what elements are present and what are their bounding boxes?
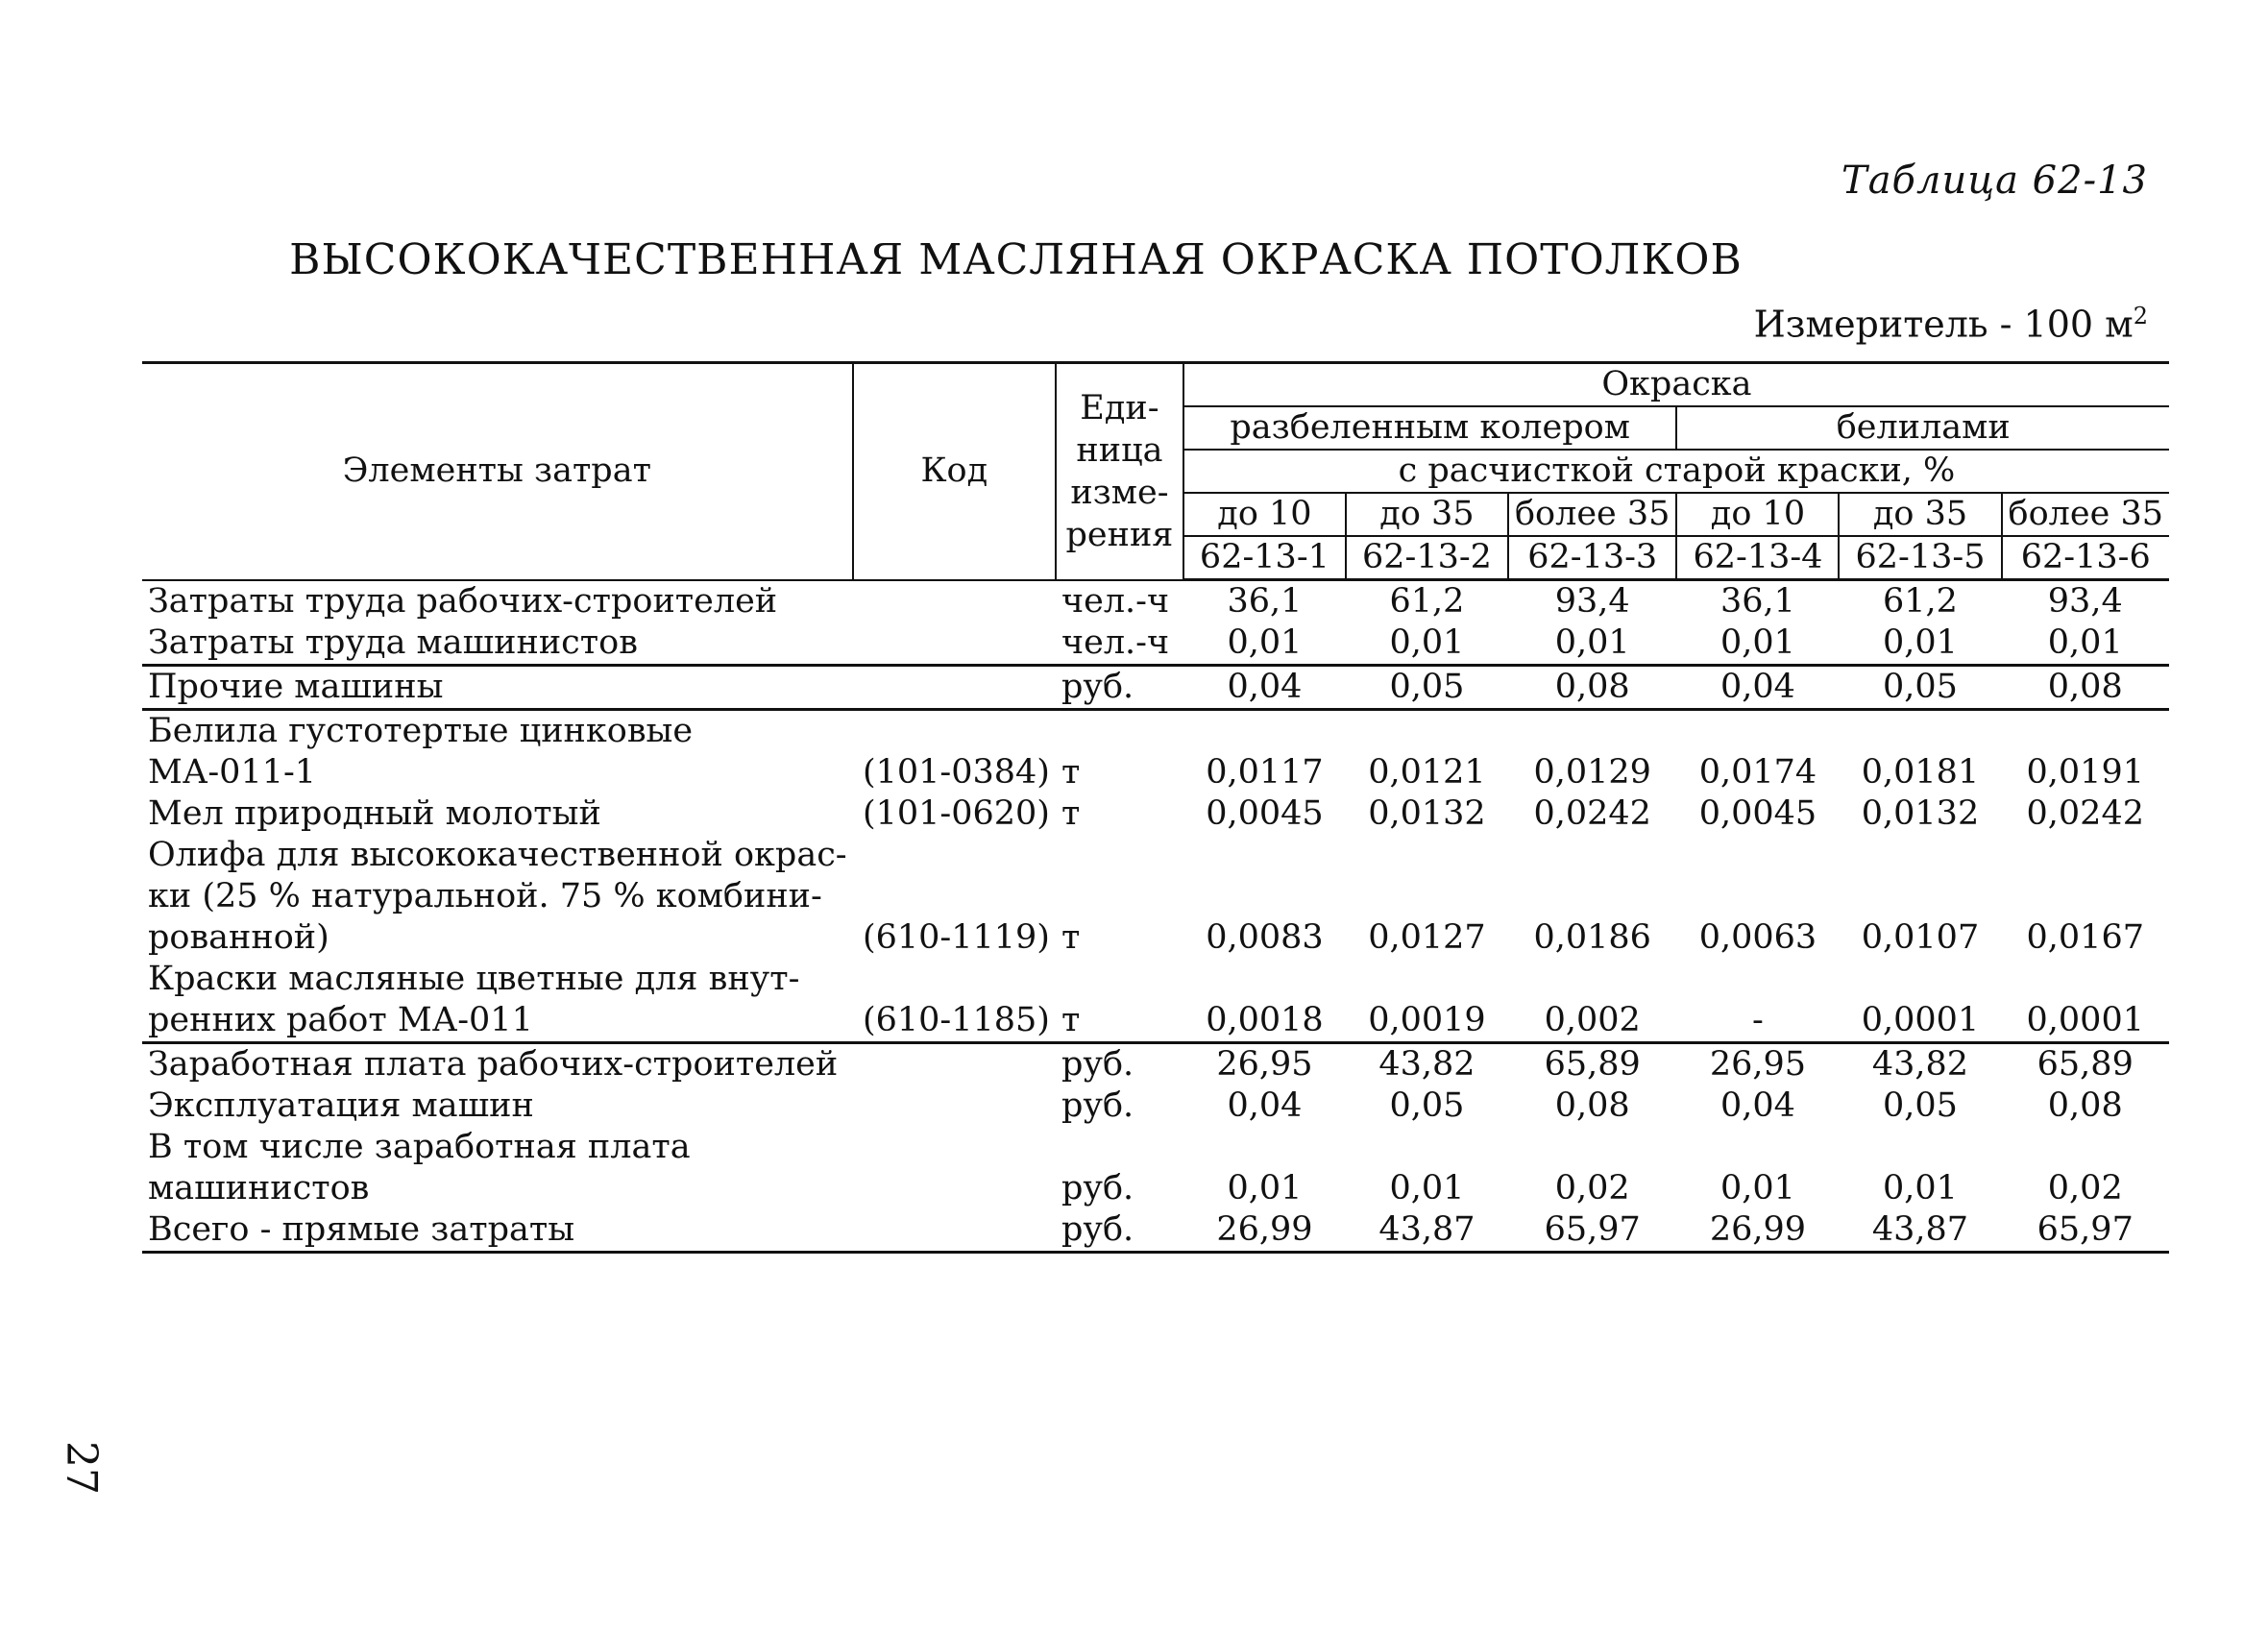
value-cell: 0,04 xyxy=(1227,1086,1303,1125)
header-elements: Элементы затрат xyxy=(142,363,853,580)
value-cell: 0,01 xyxy=(2002,622,2170,666)
table-row xyxy=(142,1127,2169,1209)
measurement-unit-text: Измеритель - 100 м xyxy=(1753,303,2134,346)
value-cell: 61,2 xyxy=(1389,582,1465,621)
header-sub-tinted: разбеленным колером xyxy=(1183,406,1677,450)
value-cell: 0,01 xyxy=(1183,622,1346,666)
resource-code xyxy=(853,1085,1056,1127)
resource-code xyxy=(853,1209,1056,1253)
cost-element-name-line: Прочие машины xyxy=(148,668,444,706)
resource-code xyxy=(853,1127,1056,1209)
value-cell: 93,4 xyxy=(2047,582,2123,621)
cost-element-name xyxy=(142,835,853,959)
value-cell: 0,0001 xyxy=(2002,959,2170,1043)
table-row xyxy=(142,666,2169,710)
cost-element-name xyxy=(142,622,853,666)
value-cell: 36,1 xyxy=(1227,582,1303,621)
cost-element-name xyxy=(142,710,853,794)
value-cell: 0,01 xyxy=(1839,622,2001,666)
value-cell: 26,95 xyxy=(1709,1045,1807,1084)
header-range: до 35 xyxy=(1839,493,2001,536)
table-row xyxy=(142,710,2169,794)
table-row xyxy=(142,1209,2169,1253)
value-cell: 0,0127 xyxy=(1368,918,1486,957)
header-code-number: 62-13-4 xyxy=(1676,536,1839,580)
value-cell: 0,04 xyxy=(1719,1086,1795,1125)
resource-code xyxy=(853,580,1056,623)
header-code: Код xyxy=(853,363,1056,580)
cost-element-name xyxy=(142,959,853,1043)
header-sub-whitewash: белилами xyxy=(1676,406,2169,450)
cost-element-name-line: Всего - прямые затраты xyxy=(148,1210,575,1249)
table-row xyxy=(142,1043,2169,1086)
value-cell: 0,01 xyxy=(1719,1169,1795,1207)
value-cell: 26,95 xyxy=(1216,1045,1313,1084)
page-number: 27 xyxy=(57,1441,106,1495)
table-row xyxy=(142,835,2169,959)
value-cell: 0,0132 xyxy=(1368,794,1486,833)
cost-element-name xyxy=(142,1127,853,1209)
table-header xyxy=(142,363,2169,580)
header-unit-line: Еди- xyxy=(1080,388,1159,427)
value-cell: 43,87 xyxy=(1839,1209,2001,1253)
resource-code: (610-1185) xyxy=(853,959,1056,1043)
resource-code xyxy=(853,666,1056,710)
value-cell: 0,08 xyxy=(1554,1086,1630,1125)
value-cell: 0,0129 xyxy=(1533,753,1651,792)
cost-element-name-line: МА-011-1 xyxy=(148,753,317,792)
value-cell: 0,0132 xyxy=(1861,794,1980,833)
header-range: более 35 xyxy=(2002,493,2170,536)
value-cell: 0,05 xyxy=(1389,1086,1465,1125)
header-range: до 10 xyxy=(1183,493,1346,536)
value-cell: 0,08 xyxy=(2047,1086,2123,1125)
value-cell: 0,0186 xyxy=(1533,918,1651,957)
unit-of-measure: т xyxy=(1061,753,1081,792)
value-cell: 43,82 xyxy=(1378,1045,1475,1084)
cost-element-name xyxy=(142,793,853,835)
resource-code xyxy=(853,622,1056,666)
value-cell: 26,99 xyxy=(1183,1209,1346,1253)
value-cell: 0,04 xyxy=(1183,666,1346,710)
header-code-number: 62-13-6 xyxy=(2002,536,2170,580)
cost-element-name-line: Краски масляные цветные для внут- xyxy=(148,960,800,998)
value-cell: - xyxy=(1676,959,1839,1043)
value-cell: 65,89 xyxy=(2036,1045,2134,1084)
header-unit-line: изме- xyxy=(1070,473,1169,512)
value-cell: 0,0174 xyxy=(1698,753,1817,792)
unit-of-measure: руб. xyxy=(1061,1086,1134,1125)
cost-element-name xyxy=(142,666,853,710)
unit-of-measure: руб. xyxy=(1056,1209,1183,1253)
unit-of-measure: руб. xyxy=(1056,666,1183,710)
value-cell: 0,0107 xyxy=(1861,918,1980,957)
value-cell: 0,01 xyxy=(1389,1169,1465,1207)
table-row xyxy=(142,580,2169,623)
cost-element-name-line: Заработная плата рабочих-строителей xyxy=(148,1045,839,1084)
header-sub-cleaning: с расчисткой старой краски, % xyxy=(1183,450,2169,493)
value-cell: 0,05 xyxy=(1346,666,1508,710)
value-cell: 0,0045 xyxy=(1206,794,1324,833)
value-cell: 0,02 xyxy=(2047,1169,2123,1207)
value-cell: 0,0117 xyxy=(1206,753,1324,792)
resource-code xyxy=(853,1043,1056,1086)
resource-code: (101-0384) xyxy=(862,753,1050,792)
header-range: до 10 xyxy=(1676,493,1839,536)
unit-of-measure: руб. xyxy=(1061,1045,1134,1084)
value-cell: 0,05 xyxy=(1839,666,2001,710)
value-cell: 0,002 xyxy=(1508,959,1676,1043)
resource-code: (610-1119) xyxy=(862,918,1050,957)
cost-element-name-line: рованной) xyxy=(148,918,329,957)
value-cell: 0,0121 xyxy=(1368,753,1486,792)
value-cell: 93,4 xyxy=(1554,582,1630,621)
cost-element-name-line: Мел природный молотый xyxy=(148,794,601,833)
table-body xyxy=(142,580,2169,1253)
header-range: до 35 xyxy=(1346,493,1508,536)
table-row xyxy=(142,793,2169,835)
cost-element-name xyxy=(142,580,853,623)
table-row xyxy=(142,959,2169,1043)
value-cell: 0,01 xyxy=(1883,1169,1958,1207)
unit-of-measure: т xyxy=(1061,918,1081,957)
value-cell: 0,0019 xyxy=(1346,959,1508,1043)
value-cell: 0,02 xyxy=(1554,1169,1630,1207)
value-cell: 0,0063 xyxy=(1698,918,1817,957)
value-cell: 0,0242 xyxy=(2026,794,2144,833)
header-unit-line: ница xyxy=(1076,430,1163,470)
cost-element-name-line: Эксплуатация машин xyxy=(148,1086,534,1125)
cost-element-name-line: Олифа для высококачественной окрас- xyxy=(148,836,847,874)
cost-table xyxy=(142,361,2169,1254)
value-cell: 0,0181 xyxy=(1861,753,1980,792)
unit-of-measure: руб. xyxy=(1061,1169,1134,1207)
value-cell: 0,08 xyxy=(1508,666,1676,710)
table-row xyxy=(142,1085,2169,1127)
header-unit xyxy=(1056,363,1183,580)
header-code-number: 62-13-2 xyxy=(1346,536,1508,580)
cost-element-name-line: ренних работ МА-011 xyxy=(148,1001,533,1039)
value-cell: 0,01 xyxy=(1346,622,1508,666)
cost-element-name-line: ки (25 % натуральной. 75 % комбини- xyxy=(148,877,822,915)
value-cell: 0,01 xyxy=(1676,622,1839,666)
value-cell: 0,0083 xyxy=(1206,918,1324,957)
header-range: более 35 xyxy=(1508,493,1676,536)
cost-element-name-line: Затраты труда рабочих-строителей xyxy=(148,582,778,621)
header-unit-line: рения xyxy=(1065,515,1174,554)
cost-element-name xyxy=(142,1043,853,1086)
value-cell: 65,97 xyxy=(1508,1209,1676,1253)
value-cell: 0,0045 xyxy=(1698,794,1817,833)
value-cell: 0,08 xyxy=(2002,666,2170,710)
resource-code: (101-0620) xyxy=(862,794,1050,833)
value-cell: 0,0167 xyxy=(2026,918,2144,957)
header-code-number: 62-13-1 xyxy=(1183,536,1346,580)
value-cell: 36,1 xyxy=(1719,582,1795,621)
value-cell: 0,0191 xyxy=(2026,753,2144,792)
header-code-number: 62-13-3 xyxy=(1508,536,1676,580)
value-cell: 43,82 xyxy=(1871,1045,1969,1084)
cost-element-name-line: Белила густотертые цинковые xyxy=(148,712,694,750)
cost-element-name-line: машинистов xyxy=(148,1169,370,1207)
value-cell: 26,99 xyxy=(1676,1209,1839,1253)
value-cell: 61,2 xyxy=(1883,582,1958,621)
cost-element-name-line: Затраты труда машинистов xyxy=(148,623,638,662)
value-cell: 65,89 xyxy=(1544,1045,1641,1084)
cost-element-name xyxy=(142,1085,853,1127)
value-cell: 0,04 xyxy=(1676,666,1839,710)
value-cell: 43,87 xyxy=(1346,1209,1508,1253)
value-cell: 0,0018 xyxy=(1183,959,1346,1043)
measurement-unit xyxy=(1754,303,2148,346)
header-code-number: 62-13-5 xyxy=(1839,536,2001,580)
value-cell: 65,97 xyxy=(2002,1209,2170,1253)
value-cell: 0,05 xyxy=(1883,1086,1958,1125)
cost-element-name-line: В том числе заработная плата xyxy=(148,1128,691,1166)
value-cell: 0,01 xyxy=(1227,1169,1303,1207)
page-title: ВЫСОКОКАЧЕСТВЕННАЯ МАСЛЯНАЯ ОКРАСКА ПОТОЛКОВ xyxy=(289,235,1743,284)
unit-of-measure: чел.-ч xyxy=(1061,582,1170,621)
unit-of-measure: чел.-ч xyxy=(1056,622,1183,666)
cost-element-name xyxy=(142,1209,853,1253)
value-cell: 0,0001 xyxy=(1839,959,2001,1043)
measurement-unit-power: 2 xyxy=(2133,303,2148,329)
table-number-label: Таблица 62-13 xyxy=(1841,159,2148,203)
value-cell: 0,0242 xyxy=(1533,794,1651,833)
table-row xyxy=(142,622,2169,666)
value-cell: 0,01 xyxy=(1508,622,1676,666)
unit-of-measure: т xyxy=(1056,959,1183,1043)
header-group-painting: Окраска xyxy=(1183,363,2169,407)
unit-of-measure: т xyxy=(1061,794,1081,833)
